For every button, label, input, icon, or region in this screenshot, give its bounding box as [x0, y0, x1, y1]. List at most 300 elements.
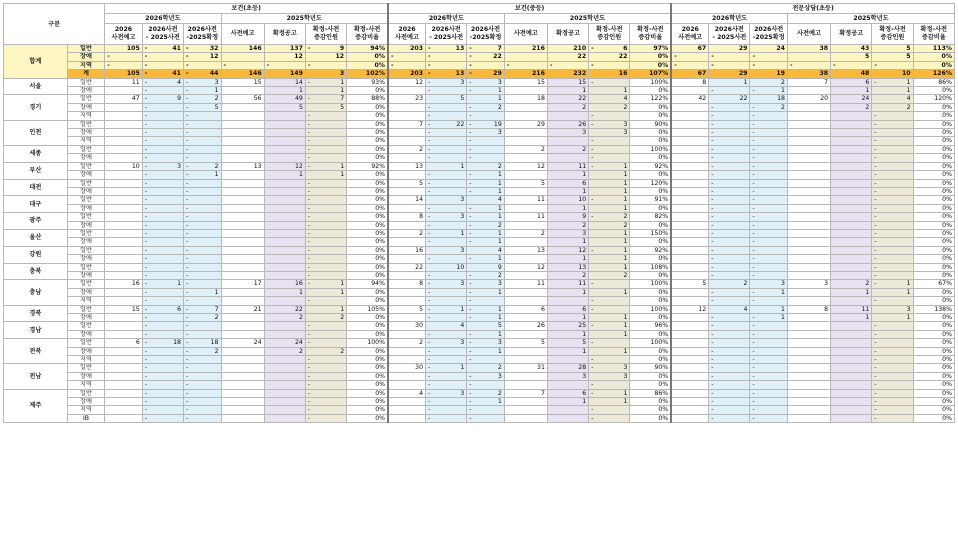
table-cell: -: [184, 381, 222, 389]
table-cell: -: [709, 129, 750, 137]
table-cell: [831, 389, 872, 397]
row-type-label: 지역: [67, 356, 105, 364]
table-cell: -: [184, 179, 222, 187]
table-row: [4, 204, 955, 212]
table-cell: 2: [264, 347, 305, 355]
region-label: 전북: [4, 339, 68, 364]
table-cell: -: [142, 179, 183, 187]
table-cell: 2: [504, 229, 547, 237]
table-cell: 3: [547, 129, 588, 137]
table-cell: [388, 381, 426, 389]
table-cell: [787, 372, 830, 380]
table-cell: 22: [388, 263, 426, 271]
table-row: [4, 330, 955, 338]
table-cell: [831, 129, 872, 137]
table-cell: - 1: [467, 187, 505, 195]
table-cell: [504, 103, 547, 111]
table-row: [4, 356, 955, 364]
column-header: 확정-사전 증감인원: [305, 24, 346, 45]
table-cell: 0%: [913, 171, 954, 179]
table-cell: -: [872, 229, 913, 237]
table-cell: [264, 381, 305, 389]
table-cell: 0%: [913, 145, 954, 153]
table-cell: 11: [547, 162, 588, 170]
table-row: [4, 288, 955, 296]
table-cell: 0%: [630, 53, 671, 61]
table-cell: 0%: [347, 120, 388, 128]
table-cell: -: [426, 347, 467, 355]
region-label: 인천: [4, 120, 68, 145]
table-cell: [671, 364, 709, 372]
table-cell: -: [709, 53, 750, 61]
table-cell: 0%: [630, 171, 671, 179]
table-cell: -: [142, 398, 183, 406]
table-cell: 11: [547, 280, 588, 288]
table-cell: [831, 330, 872, 338]
table-cell: 0%: [913, 238, 954, 246]
table-cell: 0%: [347, 381, 388, 389]
row-type-label: 일반: [67, 95, 105, 103]
table-cell: -: [709, 314, 750, 322]
table-cell: -: [709, 381, 750, 389]
table-cell: -: [305, 255, 346, 263]
table-cell: 22: [547, 53, 588, 61]
table-cell: - 1: [750, 314, 788, 322]
table-cell: 3: [787, 280, 830, 288]
table-cell: - 9: [142, 95, 183, 103]
table-cell: -: [142, 381, 183, 389]
table-cell: [787, 364, 830, 372]
table-cell: [105, 179, 143, 187]
table-cell: -: [142, 238, 183, 246]
table-cell: [105, 238, 143, 246]
table-cell: 2: [388, 145, 426, 153]
table-cell: - 2: [184, 95, 222, 103]
table-cell: -: [305, 398, 346, 406]
table-cell: -: [872, 137, 913, 145]
table-cell: [504, 347, 547, 355]
table-cell: [388, 154, 426, 162]
table-cell: 86%: [913, 78, 954, 86]
table-cell: 0%: [630, 288, 671, 296]
table-cell: [264, 137, 305, 145]
table-cell: [671, 171, 709, 179]
table-cell: -: [305, 339, 346, 347]
table-cell: 1: [589, 398, 630, 406]
table-cell: [264, 204, 305, 212]
table-cell: -: [184, 330, 222, 338]
table-cell: [787, 381, 830, 389]
table-cell: 25: [547, 322, 588, 330]
table-cell: [388, 372, 426, 380]
table-cell: -: [305, 322, 346, 330]
table-cell: - 3: [467, 78, 505, 86]
table-cell: -: [467, 145, 505, 153]
table-cell: 0%: [630, 271, 671, 279]
table-cell: - 1: [750, 288, 788, 296]
table-cell: -: [872, 61, 913, 69]
table-cell: 0%: [913, 339, 954, 347]
table-cell: -: [184, 255, 222, 263]
table-cell: [547, 381, 588, 389]
table-cell: 10: [872, 70, 913, 78]
table-cell: 0%: [913, 297, 954, 305]
table-cell: -: [872, 322, 913, 330]
table-cell: [831, 137, 872, 145]
table-cell: [264, 154, 305, 162]
table-cell: 0%: [630, 137, 671, 145]
table-cell: 22: [709, 95, 750, 103]
table-cell: - 22: [426, 120, 467, 128]
table-cell: [787, 87, 830, 95]
table-cell: 92%: [630, 162, 671, 170]
table-cell: 2: [872, 103, 913, 111]
table-cell: [504, 406, 547, 414]
column-header: 2026 사전예고: [671, 24, 709, 45]
table-cell: -: [305, 187, 346, 195]
group-header-1: 보건(초등): [105, 4, 388, 14]
row-type-label: 지역: [67, 112, 105, 120]
table-row: [4, 347, 955, 355]
table-cell: 113%: [913, 45, 954, 53]
corner-label: 구분: [4, 4, 105, 45]
table-cell: [504, 381, 547, 389]
table-cell: 22: [547, 95, 588, 103]
column-header: 2026사전 -2025확정: [184, 24, 222, 45]
table-cell: -: [184, 145, 222, 153]
table-cell: [671, 129, 709, 137]
row-type-label: 일반: [67, 45, 105, 53]
table-cell: -: [426, 221, 467, 229]
table-cell: 18: [750, 95, 788, 103]
table-cell: 100%: [630, 78, 671, 86]
table-cell: [671, 356, 709, 364]
table-cell: [504, 314, 547, 322]
table-cell: [105, 263, 143, 271]
table-cell: 0%: [913, 414, 954, 422]
table-cell: -: [184, 221, 222, 229]
table-cell: [105, 314, 143, 322]
table-cell: [831, 204, 872, 212]
table-cell: 0%: [913, 187, 954, 195]
table-cell: 5: [547, 339, 588, 347]
table-cell: [787, 271, 830, 279]
table-cell: [105, 414, 143, 422]
table-cell: 4: [467, 196, 505, 204]
table-cell: [264, 330, 305, 338]
table-cell: 15: [504, 78, 547, 86]
table-cell: 2: [589, 221, 630, 229]
table-cell: 14: [388, 196, 426, 204]
table-row: [4, 112, 955, 120]
table-cell: [787, 196, 830, 204]
table-cell: -: [872, 162, 913, 170]
table-cell: -: [184, 406, 222, 414]
row-type-label: 일반: [67, 389, 105, 397]
table-cell: 0%: [913, 330, 954, 338]
table-cell: 0%: [630, 238, 671, 246]
table-cell: [787, 414, 830, 422]
table-cell: [264, 179, 305, 187]
table-row: [4, 314, 955, 322]
table-cell: [388, 414, 426, 422]
table-cell: - 13: [426, 70, 467, 78]
table-cell: 100%: [630, 305, 671, 313]
row-type-label: 일반: [67, 263, 105, 271]
table-cell: -: [426, 238, 467, 246]
table-cell: 20: [787, 95, 830, 103]
region-label: 경기: [4, 95, 68, 120]
table-row: [4, 53, 955, 61]
table-cell: - 41: [142, 45, 183, 53]
table-cell: 1: [547, 187, 588, 195]
table-cell: -: [750, 53, 788, 61]
table-cell: -: [305, 154, 346, 162]
table-cell: [264, 389, 305, 397]
table-cell: 0%: [347, 61, 388, 69]
table-cell: - 18: [184, 339, 222, 347]
table-cell: 8: [388, 280, 426, 288]
table-cell: [504, 288, 547, 296]
table-cell: [787, 162, 830, 170]
table-cell: - 1: [750, 87, 788, 95]
table-cell: [221, 372, 264, 380]
table-cell: [831, 406, 872, 414]
table-cell: -: [305, 145, 346, 153]
table-cell: [221, 103, 264, 111]
table-cell: 0%: [913, 255, 954, 263]
table-cell: [221, 314, 264, 322]
table-cell: [787, 112, 830, 120]
table-cell: [221, 238, 264, 246]
table-cell: 0%: [630, 314, 671, 322]
table-row: [4, 381, 955, 389]
table-cell: [264, 221, 305, 229]
table-cell: 11: [105, 78, 143, 86]
table-row: [4, 398, 955, 406]
row-type-label: 장애: [67, 171, 105, 179]
table-cell: [504, 137, 547, 145]
table-cell: 0%: [347, 112, 388, 120]
table-cell: 12: [671, 305, 709, 313]
row-type-label: 일반: [67, 305, 105, 313]
table-cell: -: [426, 406, 467, 414]
table-cell: -: [426, 288, 467, 296]
table-cell: 1: [872, 87, 913, 95]
table-cell: -: [426, 314, 467, 322]
table-cell: [504, 271, 547, 279]
table-cell: 1: [547, 398, 588, 406]
column-header: 2026사전 - 2025사전: [426, 24, 467, 45]
row-type-label: 지역: [67, 137, 105, 145]
table-cell: -: [305, 263, 346, 271]
table-cell: 90%: [630, 364, 671, 372]
table-cell: 1: [589, 314, 630, 322]
table-cell: -: [142, 129, 183, 137]
table-cell: -: [872, 213, 913, 221]
table-cell: 48: [831, 70, 872, 78]
table-cell: 0%: [347, 179, 388, 187]
table-cell: -: [709, 229, 750, 237]
table-cell: [787, 288, 830, 296]
table-cell: [787, 154, 830, 162]
table-cell: -: [709, 238, 750, 246]
table-cell: [787, 129, 830, 137]
table-cell: -: [142, 103, 183, 111]
table-cell: [787, 297, 830, 305]
table-cell: -: [142, 154, 183, 162]
table-cell: [264, 263, 305, 271]
table-cell: - 3: [426, 78, 467, 86]
table-cell: 9: [547, 213, 588, 221]
table-cell: -: [142, 145, 183, 153]
table-cell: - 1: [589, 322, 630, 330]
table-cell: -: [750, 145, 788, 153]
table-cell: -: [142, 137, 183, 145]
table-cell: - 1: [467, 398, 505, 406]
table-cell: 2: [388, 339, 426, 347]
table-cell: -: [426, 87, 467, 95]
table-cell: 13: [388, 162, 426, 170]
table-cell: 0%: [913, 179, 954, 187]
table-cell: 107%: [630, 70, 671, 78]
table-cell: [504, 356, 547, 364]
table-cell: -: [750, 162, 788, 170]
row-type-label: 지역: [67, 381, 105, 389]
table-cell: -: [589, 137, 630, 145]
region-label: 광주: [4, 213, 68, 230]
table-cell: -: [184, 389, 222, 397]
table-cell: -: [184, 112, 222, 120]
table-cell: -: [709, 339, 750, 347]
table-cell: 2: [467, 364, 505, 372]
table-cell: -: [750, 271, 788, 279]
table-cell: [831, 414, 872, 422]
table-cell: -: [305, 120, 346, 128]
table-row: [4, 87, 955, 95]
table-cell: -: [467, 381, 505, 389]
table-cell: [105, 196, 143, 204]
table-cell: 3: [547, 372, 588, 380]
table-cell: -: [467, 154, 505, 162]
table-cell: 12: [547, 246, 588, 254]
table-cell: -: [709, 330, 750, 338]
table-cell: - 1: [426, 229, 467, 237]
table-cell: -: [142, 297, 183, 305]
table-cell: -: [426, 356, 467, 364]
table-cell: -: [872, 263, 913, 271]
table-cell: 30: [388, 322, 426, 330]
table-cell: [671, 263, 709, 271]
table-cell: -: [671, 53, 709, 61]
table-cell: [264, 297, 305, 305]
table-row: [4, 187, 955, 195]
column-header: 사전예고: [787, 24, 830, 45]
table-cell: [831, 347, 872, 355]
table-cell: 29: [709, 70, 750, 78]
table-cell: 108%: [630, 263, 671, 271]
table-cell: 0%: [630, 87, 671, 95]
table-cell: [105, 187, 143, 195]
table-cell: 6: [504, 305, 547, 313]
table-cell: -: [589, 145, 630, 153]
table-cell: -: [426, 414, 467, 422]
table-cell: [831, 221, 872, 229]
table-cell: [831, 112, 872, 120]
table-cell: -: [305, 389, 346, 397]
table-cell: 11: [504, 213, 547, 221]
column-header: 확정공고: [831, 24, 872, 45]
table-cell: [388, 330, 426, 338]
table-cell: -: [872, 356, 913, 364]
table-cell: -: [305, 297, 346, 305]
table-cell: [221, 322, 264, 330]
table-cell: [264, 213, 305, 221]
table-cell: 7: [504, 389, 547, 397]
table-cell: 0%: [630, 398, 671, 406]
region-label: 경남: [4, 322, 68, 339]
table-cell: - 44: [184, 70, 222, 78]
column-header: 확정-사전 증감인원: [872, 24, 913, 45]
table-cell: [221, 171, 264, 179]
table-cell: 0%: [913, 112, 954, 120]
table-cell: [671, 137, 709, 145]
table-cell: 6: [547, 389, 588, 397]
table-cell: [221, 137, 264, 145]
table-cell: - 3: [426, 389, 467, 397]
table-cell: 94%: [347, 280, 388, 288]
table-row: [4, 120, 955, 128]
table-cell: [831, 154, 872, 162]
table-cell: -: [184, 196, 222, 204]
table-cell: -: [750, 364, 788, 372]
table-cell: [831, 263, 872, 271]
table-cell: [671, 229, 709, 237]
table-cell: [504, 297, 547, 305]
table-cell: [504, 255, 547, 263]
table-cell: -: [709, 154, 750, 162]
row-type-label: 일반: [67, 179, 105, 187]
table-cell: 0%: [913, 53, 954, 61]
table-cell: [264, 112, 305, 120]
table-cell: [388, 356, 426, 364]
table-cell: -: [142, 112, 183, 120]
table-cell: [831, 246, 872, 254]
table-cell: [504, 53, 547, 61]
table-row: [4, 255, 955, 263]
table-cell: 23: [388, 95, 426, 103]
table-row: [4, 271, 955, 279]
table-cell: [221, 145, 264, 153]
table-cell: -: [750, 322, 788, 330]
table-row: [4, 246, 955, 254]
table-cell: 0%: [630, 381, 671, 389]
table-cell: [105, 154, 143, 162]
table-cell: -: [184, 398, 222, 406]
table-cell: 12: [504, 263, 547, 271]
table-cell: [221, 204, 264, 212]
table-cell: -: [426, 398, 467, 406]
table-cell: [264, 246, 305, 254]
table-cell: -: [142, 229, 183, 237]
table-row: [4, 297, 955, 305]
table-row: [4, 280, 955, 288]
table-cell: -: [142, 372, 183, 380]
table-cell: -: [105, 53, 143, 61]
table-row: [4, 61, 955, 69]
row-type-label: 장애: [67, 238, 105, 246]
table-cell: [504, 204, 547, 212]
